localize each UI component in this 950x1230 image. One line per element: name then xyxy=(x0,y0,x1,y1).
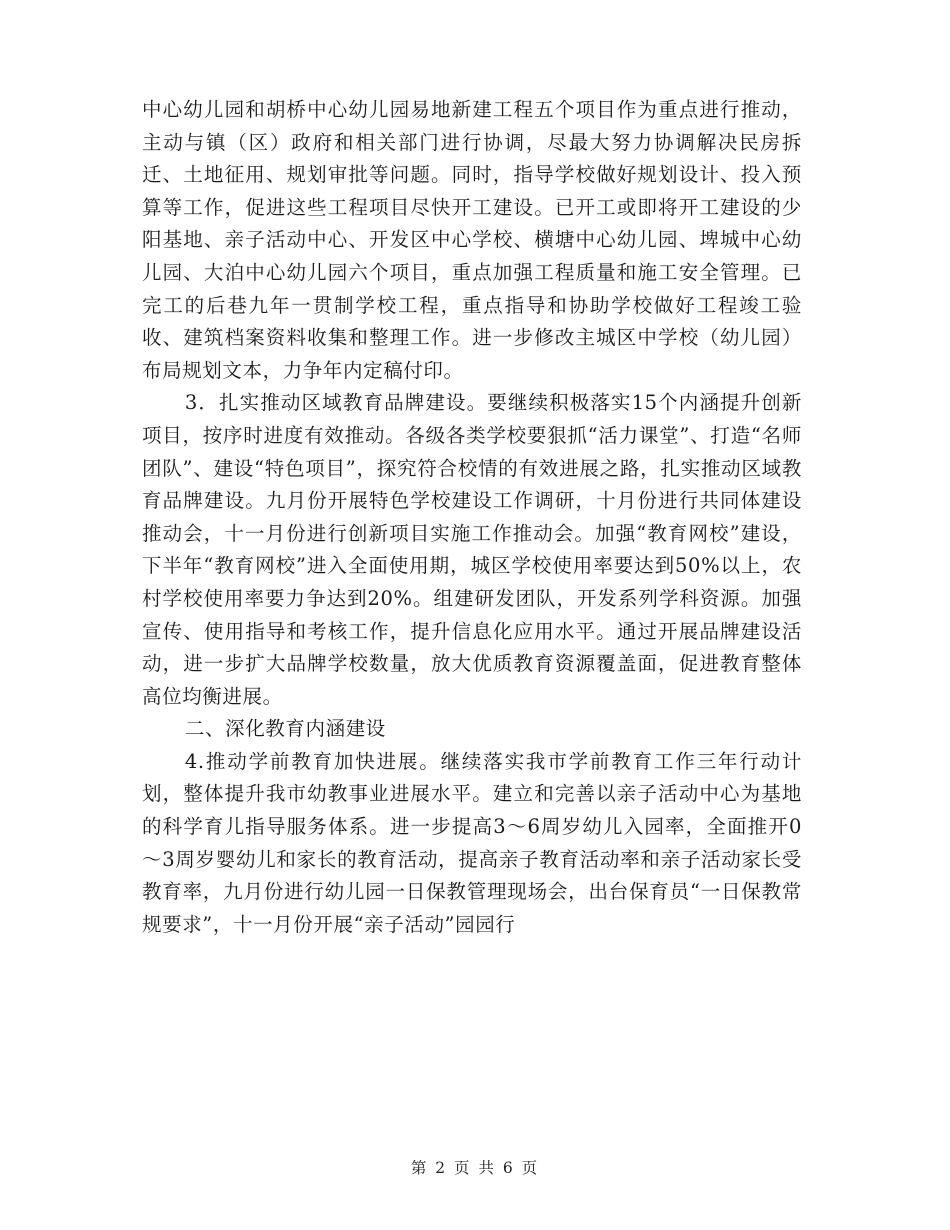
paragraph-item-3: 3．扎实推动区域教育品牌建设。要继续积极落实15个内涵提升创新项目，按序时进度有效推动。各级各类学校要狠抓“活力课堂”、打造“名师团队”、建设“特色项目”，探究符合校情的有效进展之路，扎实推动区域教育品牌建设。九月份开展特色学校建设工作调研，十月份进行共同体建设推动会，十一月份进行创新项目实施工作推动会。加强“教育网校”建设，下半年“教育网校”进入全面使用期，城区学校使用率要达到50%以上，农村学校使用率要力争达到20%。组建研发团队，开发系列学科资源。加强宣传、使用指导和考核工作，提升信息化应用水平。通过开展品牌建设活动，进一步扩大品牌学校数量，放大优质教育资源覆盖面，促进教育整体高位均衡进展。 xyxy=(142,391,802,708)
page-number-footer: 第 2 页 共 6 页 xyxy=(410,1159,540,1177)
paragraph-continuation: 中心幼儿园和胡桥中心幼儿园易地新建工程五个项目作为重点进行推动，主动与镇（区）政府和相关部门进行协调，尽最大努力协调解决民房拆迁、土地征用、规划审批等问题。同时，指导学校做好规划设计、投入预算等工作，促进这些工程项目尽快开工建设。已开工或即将开工建设的少阳基地、亲子活动中心、开发区中心学校、横塘中心幼儿园、埤城中心幼儿园、大泊中心幼儿园六个项目，重点加强工程质量和施工安全管理。已完工的后巷九年一贯制学校工程，重点指导和协助学校做好工程竣工验收、建筑档案资料收集和整理工作。进一步修改主城区中学校（幼儿园）布局规划文本，力争年内定稿付印。 xyxy=(142,98,802,382)
paragraph-item-4: 4.推动学前教育加快进展。继续落实我市学前教育工作三年行动计划，整体提升我市幼教事业进展水平。建立和完善以亲子活动中心为基地的科学育儿指导服务体系。进一步提高3～6周岁幼儿入园率，全面推开0～3周岁婴幼儿和家长的教育活动，提高亲子教育活动率和亲子活动家长受教育率，九月份进行幼儿园一日保教管理现场会，出台保育员“一日保教常规要求”，十一月份开展“亲子活动”园园行 xyxy=(142,749,802,936)
section-heading-2: 二、深化教育内涵建设 xyxy=(184,717,386,741)
document-body xyxy=(142,94,802,941)
